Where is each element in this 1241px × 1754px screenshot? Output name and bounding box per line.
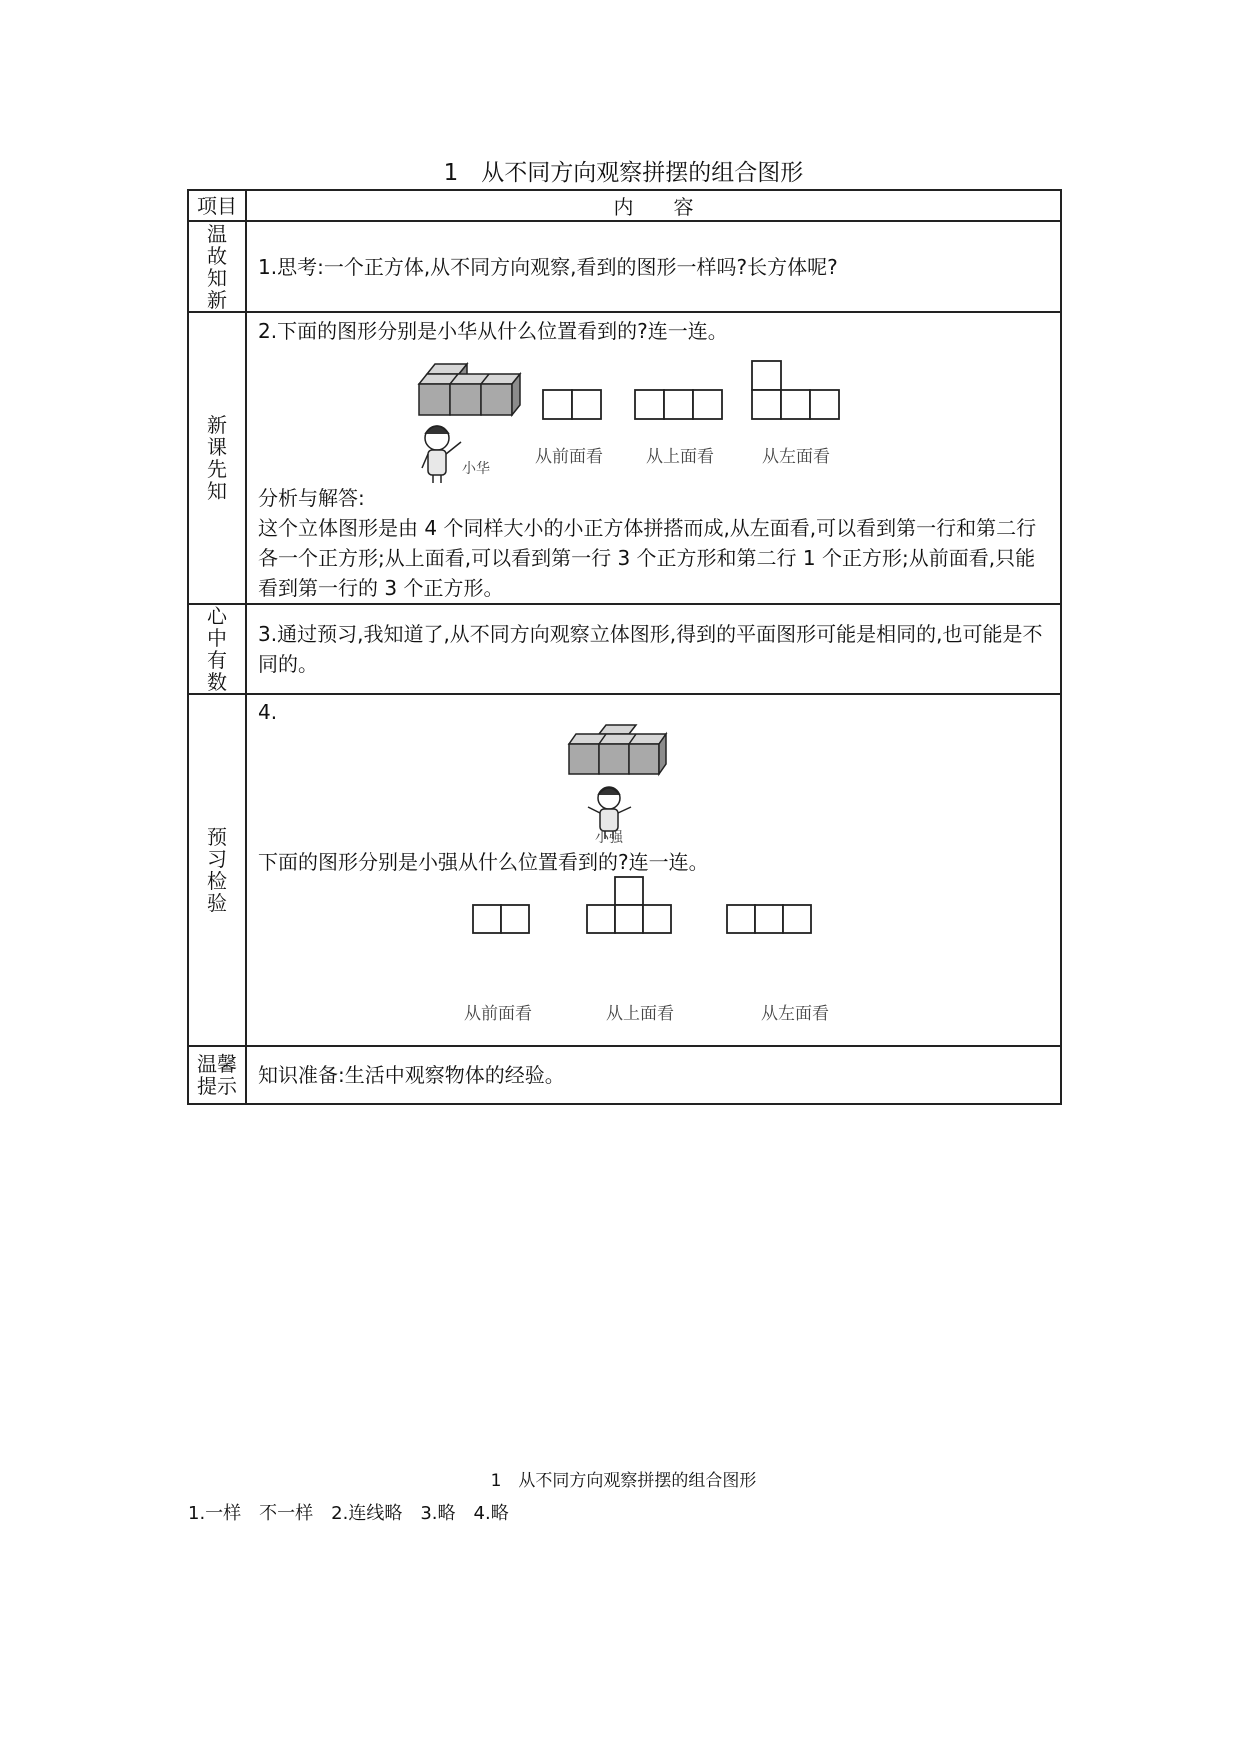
header-content bbox=[246, 190, 1061, 221]
question-4: 下面的图形分别是小强从什么位置看到的?连一连。 bbox=[258, 850, 709, 874]
row-tips-content bbox=[246, 1046, 1061, 1104]
answers-line: 1.一样 不一样 2.连线略 3.略 4.略 bbox=[188, 1503, 509, 1524]
caption-top-4: 从上面看 bbox=[606, 1004, 674, 1024]
question-4-number: 4. bbox=[258, 700, 278, 724]
caption-front-4: 从前面看 bbox=[464, 1004, 532, 1024]
row-review-label bbox=[188, 221, 246, 312]
header-item bbox=[188, 190, 246, 221]
analysis-title: 分析与解答: bbox=[258, 486, 365, 510]
row-summary-content bbox=[246, 604, 1061, 694]
character-name-xiaoqiang: 小强 bbox=[595, 830, 623, 846]
question-2: 2.下面的图形分别是小华从什么位置看到的?连一连。 bbox=[258, 319, 728, 343]
tip-text: 知识准备:生活中观察物体的经验。 bbox=[258, 1063, 565, 1087]
caption-top: 从上面看 bbox=[646, 447, 714, 467]
character-name-xiaohua: 小华 bbox=[462, 461, 490, 477]
row-review-content bbox=[246, 221, 1061, 312]
row-summary-label-text: 心中有数 bbox=[207, 604, 227, 694]
row-practice-label-text: 预习检验 bbox=[207, 825, 227, 915]
row-tips-label bbox=[188, 1046, 246, 1104]
question-3: 3.通过预习,我知道了,从不同方向观察立体图形,得到的平面图形可能是相同的,也可能是不同的。 bbox=[258, 622, 1043, 676]
page-title: 1 从不同方向观察拼摆的组合图形 bbox=[443, 160, 804, 186]
question-1: 1.思考:一个正方体,从不同方向观察,看到的图形一样吗?长方体呢? bbox=[258, 254, 838, 279]
row-new-lesson-content bbox=[246, 312, 1061, 604]
row-new-lesson-label-text: 新课先知 bbox=[207, 413, 227, 503]
worksheet-table bbox=[187, 189, 1062, 1105]
row-review-label-text: 温故知新 bbox=[207, 221, 227, 312]
figure-4-views bbox=[247, 877, 1060, 1027]
figure-2 bbox=[247, 346, 1060, 483]
header-content-label: 内 容 bbox=[613, 195, 694, 219]
caption-left-4: 从左面看 bbox=[761, 1004, 829, 1024]
cube-row-figure bbox=[247, 727, 1067, 847]
row-practice-label bbox=[188, 694, 246, 1046]
boy-xiaohua-icon bbox=[422, 426, 461, 483]
analysis-text: 这个立体图形是由 4 个同样大小的小正方体拼搭而成,从左面看,可以看到第一行和第二行各一个正方形;从上面看,可以看到第一行 3 个正方形和第二行 1 个正方形;从前面看,只能看到第一行的 3 个正方形。 bbox=[258, 516, 1037, 600]
row-practice-content bbox=[246, 694, 1061, 1046]
caption-front: 从前面看 bbox=[535, 447, 603, 467]
caption-left: 从左面看 bbox=[762, 447, 830, 467]
row-new-lesson-label bbox=[188, 312, 246, 604]
row-summary-label bbox=[188, 604, 246, 694]
row-tips-label-text: 温馨提示 bbox=[197, 1052, 237, 1098]
figure-4 bbox=[247, 727, 1060, 847]
header-item-label: 项目 bbox=[197, 193, 237, 218]
answers-title: 1 从不同方向观察拼摆的组合图形 bbox=[490, 1471, 757, 1491]
